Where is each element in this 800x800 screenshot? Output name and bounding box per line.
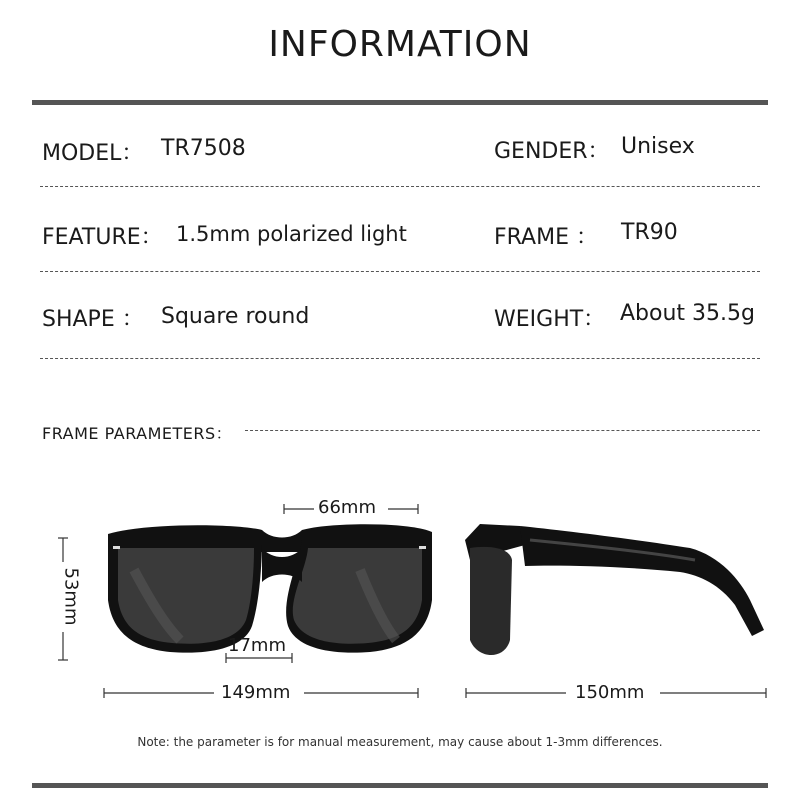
side-view-glasses — [465, 524, 764, 655]
lens-height-label: 53mm — [60, 567, 82, 626]
gender-value: Unisex — [621, 134, 695, 159]
weight-label: WEIGHT： — [494, 307, 606, 332]
weight-value: About 35.5g — [620, 301, 755, 326]
lens-width-label: 66mm — [318, 497, 376, 518]
shape-value: Square round — [161, 304, 310, 329]
page-title: INFORMATION — [268, 24, 532, 65]
frame-value: TR90 — [621, 220, 678, 245]
feature-value: 1.5mm polarized light — [176, 222, 407, 246]
front-view-glasses — [108, 524, 432, 652]
gender-label: GENDER： — [494, 139, 610, 164]
measurement-note: Note: the parameter is for manual measurement, may cause about 1-3mm differences. — [137, 735, 663, 749]
frame-parameters-label: FRAME PARAMETERS： — [42, 424, 233, 443]
model-value: TR7508 — [161, 136, 246, 161]
frame-label: FRAME ： — [494, 225, 598, 250]
bottom-divider-bar — [32, 783, 768, 788]
bridge-width-label: 17mm — [228, 635, 286, 656]
feature-label: FEATURE： — [42, 225, 163, 250]
temple-length-label: 150mm — [575, 682, 645, 703]
total-width-label: 149mm — [221, 682, 291, 703]
shape-label: SHAPE ： — [42, 307, 144, 332]
model-label: MODEL： — [42, 141, 144, 166]
